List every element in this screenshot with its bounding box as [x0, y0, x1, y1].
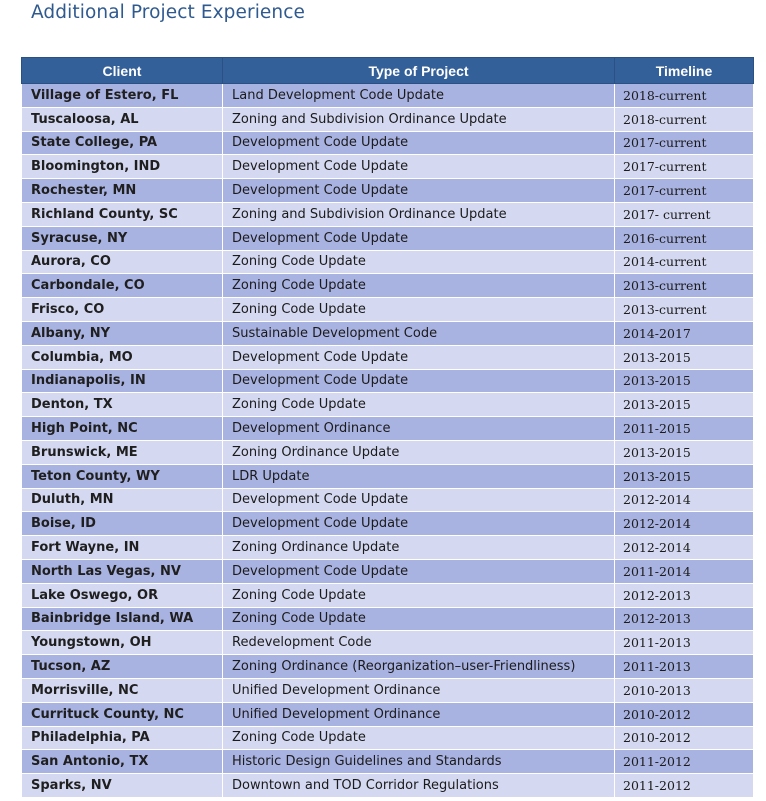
table-row: [22, 417, 754, 441]
project-type-cell: Zoning Ordinance Update: [223, 440, 615, 464]
timeline-cell: 2012-2013: [615, 607, 754, 631]
client-cell: Bloomington, IND: [22, 155, 223, 179]
table-row: [22, 226, 754, 250]
table-row: [22, 536, 754, 560]
project-type-cell: LDR Update: [223, 464, 615, 488]
project-type-cell: Redevelopment Code: [223, 631, 615, 655]
project-type-cell: Zoning Code Update: [223, 583, 615, 607]
column-header-client: Client: [22, 58, 223, 84]
client-cell: State College, PA: [22, 131, 223, 155]
project-type-cell: Zoning Ordinance (Reorganization–user-Friendliness): [223, 655, 615, 679]
timeline-cell: 2013-current: [615, 298, 754, 322]
timeline-cell: 2012-2013: [615, 583, 754, 607]
client-cell: Teton County, WY: [22, 464, 223, 488]
client-cell: Tuscaloosa, AL: [22, 107, 223, 131]
timeline-cell: 2011-2015: [615, 417, 754, 441]
client-cell: Rochester, MN: [22, 179, 223, 203]
client-cell: Columbia, MO: [22, 345, 223, 369]
client-cell: Boise, ID: [22, 512, 223, 536]
table-row: [22, 607, 754, 631]
table-row: [22, 321, 754, 345]
project-type-cell: Development Code Update: [223, 559, 615, 583]
client-cell: Albany, NY: [22, 321, 223, 345]
table-row: [22, 559, 754, 583]
timeline-cell: 2017-current: [615, 155, 754, 179]
client-cell: Philadelphia, PA: [22, 726, 223, 750]
page-heading: Additional Project Experience: [31, 2, 305, 23]
client-cell: Sparks, NV: [22, 774, 223, 798]
table-row: [22, 369, 754, 393]
table-row: [22, 583, 754, 607]
timeline-cell: 2012-2014: [615, 512, 754, 536]
table-row: [22, 440, 754, 464]
client-cell: Currituck County, NC: [22, 702, 223, 726]
timeline-cell: 2013-2015: [615, 464, 754, 488]
table-row: [22, 702, 754, 726]
client-cell: Youngstown, OH: [22, 631, 223, 655]
timeline-cell: 2014-2017: [615, 321, 754, 345]
project-type-cell: Development Code Update: [223, 131, 615, 155]
table-row: [22, 774, 754, 798]
client-cell: Tucson, AZ: [22, 655, 223, 679]
table-row: [22, 131, 754, 155]
table-row: [22, 631, 754, 655]
column-header-type: Type of Project: [223, 58, 615, 84]
timeline-cell: 2018-current: [615, 84, 754, 108]
timeline-cell: 2010-2012: [615, 702, 754, 726]
table-row: [22, 250, 754, 274]
timeline-cell: 2017-current: [615, 131, 754, 155]
client-cell: Indianapolis, IN: [22, 369, 223, 393]
timeline-cell: 2013-current: [615, 274, 754, 298]
client-cell: High Point, NC: [22, 417, 223, 441]
table-row: [22, 298, 754, 322]
client-cell: Aurora, CO: [22, 250, 223, 274]
timeline-cell: 2012-2014: [615, 488, 754, 512]
project-experience-table: [21, 57, 754, 798]
client-cell: Denton, TX: [22, 393, 223, 417]
table-row: [22, 202, 754, 226]
project-type-cell: Development Code Update: [223, 369, 615, 393]
timeline-cell: 2017-current: [615, 179, 754, 203]
table-row: [22, 655, 754, 679]
table-row: [22, 345, 754, 369]
client-cell: San Antonio, TX: [22, 750, 223, 774]
client-cell: Fort Wayne, IN: [22, 536, 223, 560]
project-type-cell: Zoning Code Update: [223, 274, 615, 298]
project-type-cell: Development Code Update: [223, 488, 615, 512]
client-cell: Bainbridge Island, WA: [22, 607, 223, 631]
project-type-cell: Zoning Code Update: [223, 726, 615, 750]
timeline-cell: 2011-2013: [615, 655, 754, 679]
timeline-cell: 2014-current: [615, 250, 754, 274]
table-row: [22, 107, 754, 131]
timeline-cell: 2010-2013: [615, 678, 754, 702]
timeline-cell: 2013-2015: [615, 440, 754, 464]
project-type-cell: Zoning Code Update: [223, 298, 615, 322]
project-type-cell: Sustainable Development Code: [223, 321, 615, 345]
timeline-cell: 2011-2012: [615, 774, 754, 798]
table-row: [22, 155, 754, 179]
client-cell: Syracuse, NY: [22, 226, 223, 250]
client-cell: North Las Vegas, NV: [22, 559, 223, 583]
project-type-cell: Development Code Update: [223, 179, 615, 203]
timeline-cell: 2010-2012: [615, 726, 754, 750]
timeline-cell: 2011-2014: [615, 559, 754, 583]
table-row: [22, 678, 754, 702]
project-type-cell: Zoning Code Update: [223, 250, 615, 274]
project-type-cell: Development Code Update: [223, 226, 615, 250]
timeline-cell: 2013-2015: [615, 345, 754, 369]
timeline-cell: 2018-current: [615, 107, 754, 131]
table-row: [22, 726, 754, 750]
client-cell: Carbondale, CO: [22, 274, 223, 298]
project-type-cell: Downtown and TOD Corridor Regulations: [223, 774, 615, 798]
table-row: [22, 464, 754, 488]
table-row: [22, 274, 754, 298]
client-cell: Brunswick, ME: [22, 440, 223, 464]
project-type-cell: Development Code Update: [223, 345, 615, 369]
timeline-cell: 2012-2014: [615, 536, 754, 560]
project-type-cell: Development Code Update: [223, 155, 615, 179]
project-type-cell: Zoning and Subdivision Ordinance Update: [223, 202, 615, 226]
table-row: [22, 393, 754, 417]
table-row: [22, 512, 754, 536]
table-row: [22, 488, 754, 512]
timeline-cell: 2011-2013: [615, 631, 754, 655]
client-cell: Frisco, CO: [22, 298, 223, 322]
timeline-cell: 2011-2012: [615, 750, 754, 774]
project-type-cell: Zoning Ordinance Update: [223, 536, 615, 560]
table-row: [22, 179, 754, 203]
project-type-cell: Zoning Code Update: [223, 607, 615, 631]
project-type-cell: Unified Development Ordinance: [223, 678, 615, 702]
column-header-timeline: Timeline: [615, 58, 754, 84]
timeline-cell: 2016-current: [615, 226, 754, 250]
header-row: [22, 58, 754, 84]
timeline-cell: 2013-2015: [615, 369, 754, 393]
project-type-cell: Development Ordinance: [223, 417, 615, 441]
project-type-cell: Unified Development Ordinance: [223, 702, 615, 726]
table-header: [22, 58, 754, 84]
table-body: [22, 84, 754, 798]
client-cell: Village of Estero, FL: [22, 84, 223, 108]
client-cell: Lake Oswego, OR: [22, 583, 223, 607]
timeline-cell: 2013-2015: [615, 393, 754, 417]
project-type-cell: Zoning Code Update: [223, 393, 615, 417]
table-row: [22, 750, 754, 774]
project-type-cell: Historic Design Guidelines and Standards: [223, 750, 615, 774]
client-cell: Morrisville, NC: [22, 678, 223, 702]
client-cell: Duluth, MN: [22, 488, 223, 512]
client-cell: Richland County, SC: [22, 202, 223, 226]
project-type-cell: Zoning and Subdivision Ordinance Update: [223, 107, 615, 131]
table-row: [22, 84, 754, 108]
project-type-cell: Land Development Code Update: [223, 84, 615, 108]
timeline-cell: 2017- current: [615, 202, 754, 226]
project-type-cell: Development Code Update: [223, 512, 615, 536]
